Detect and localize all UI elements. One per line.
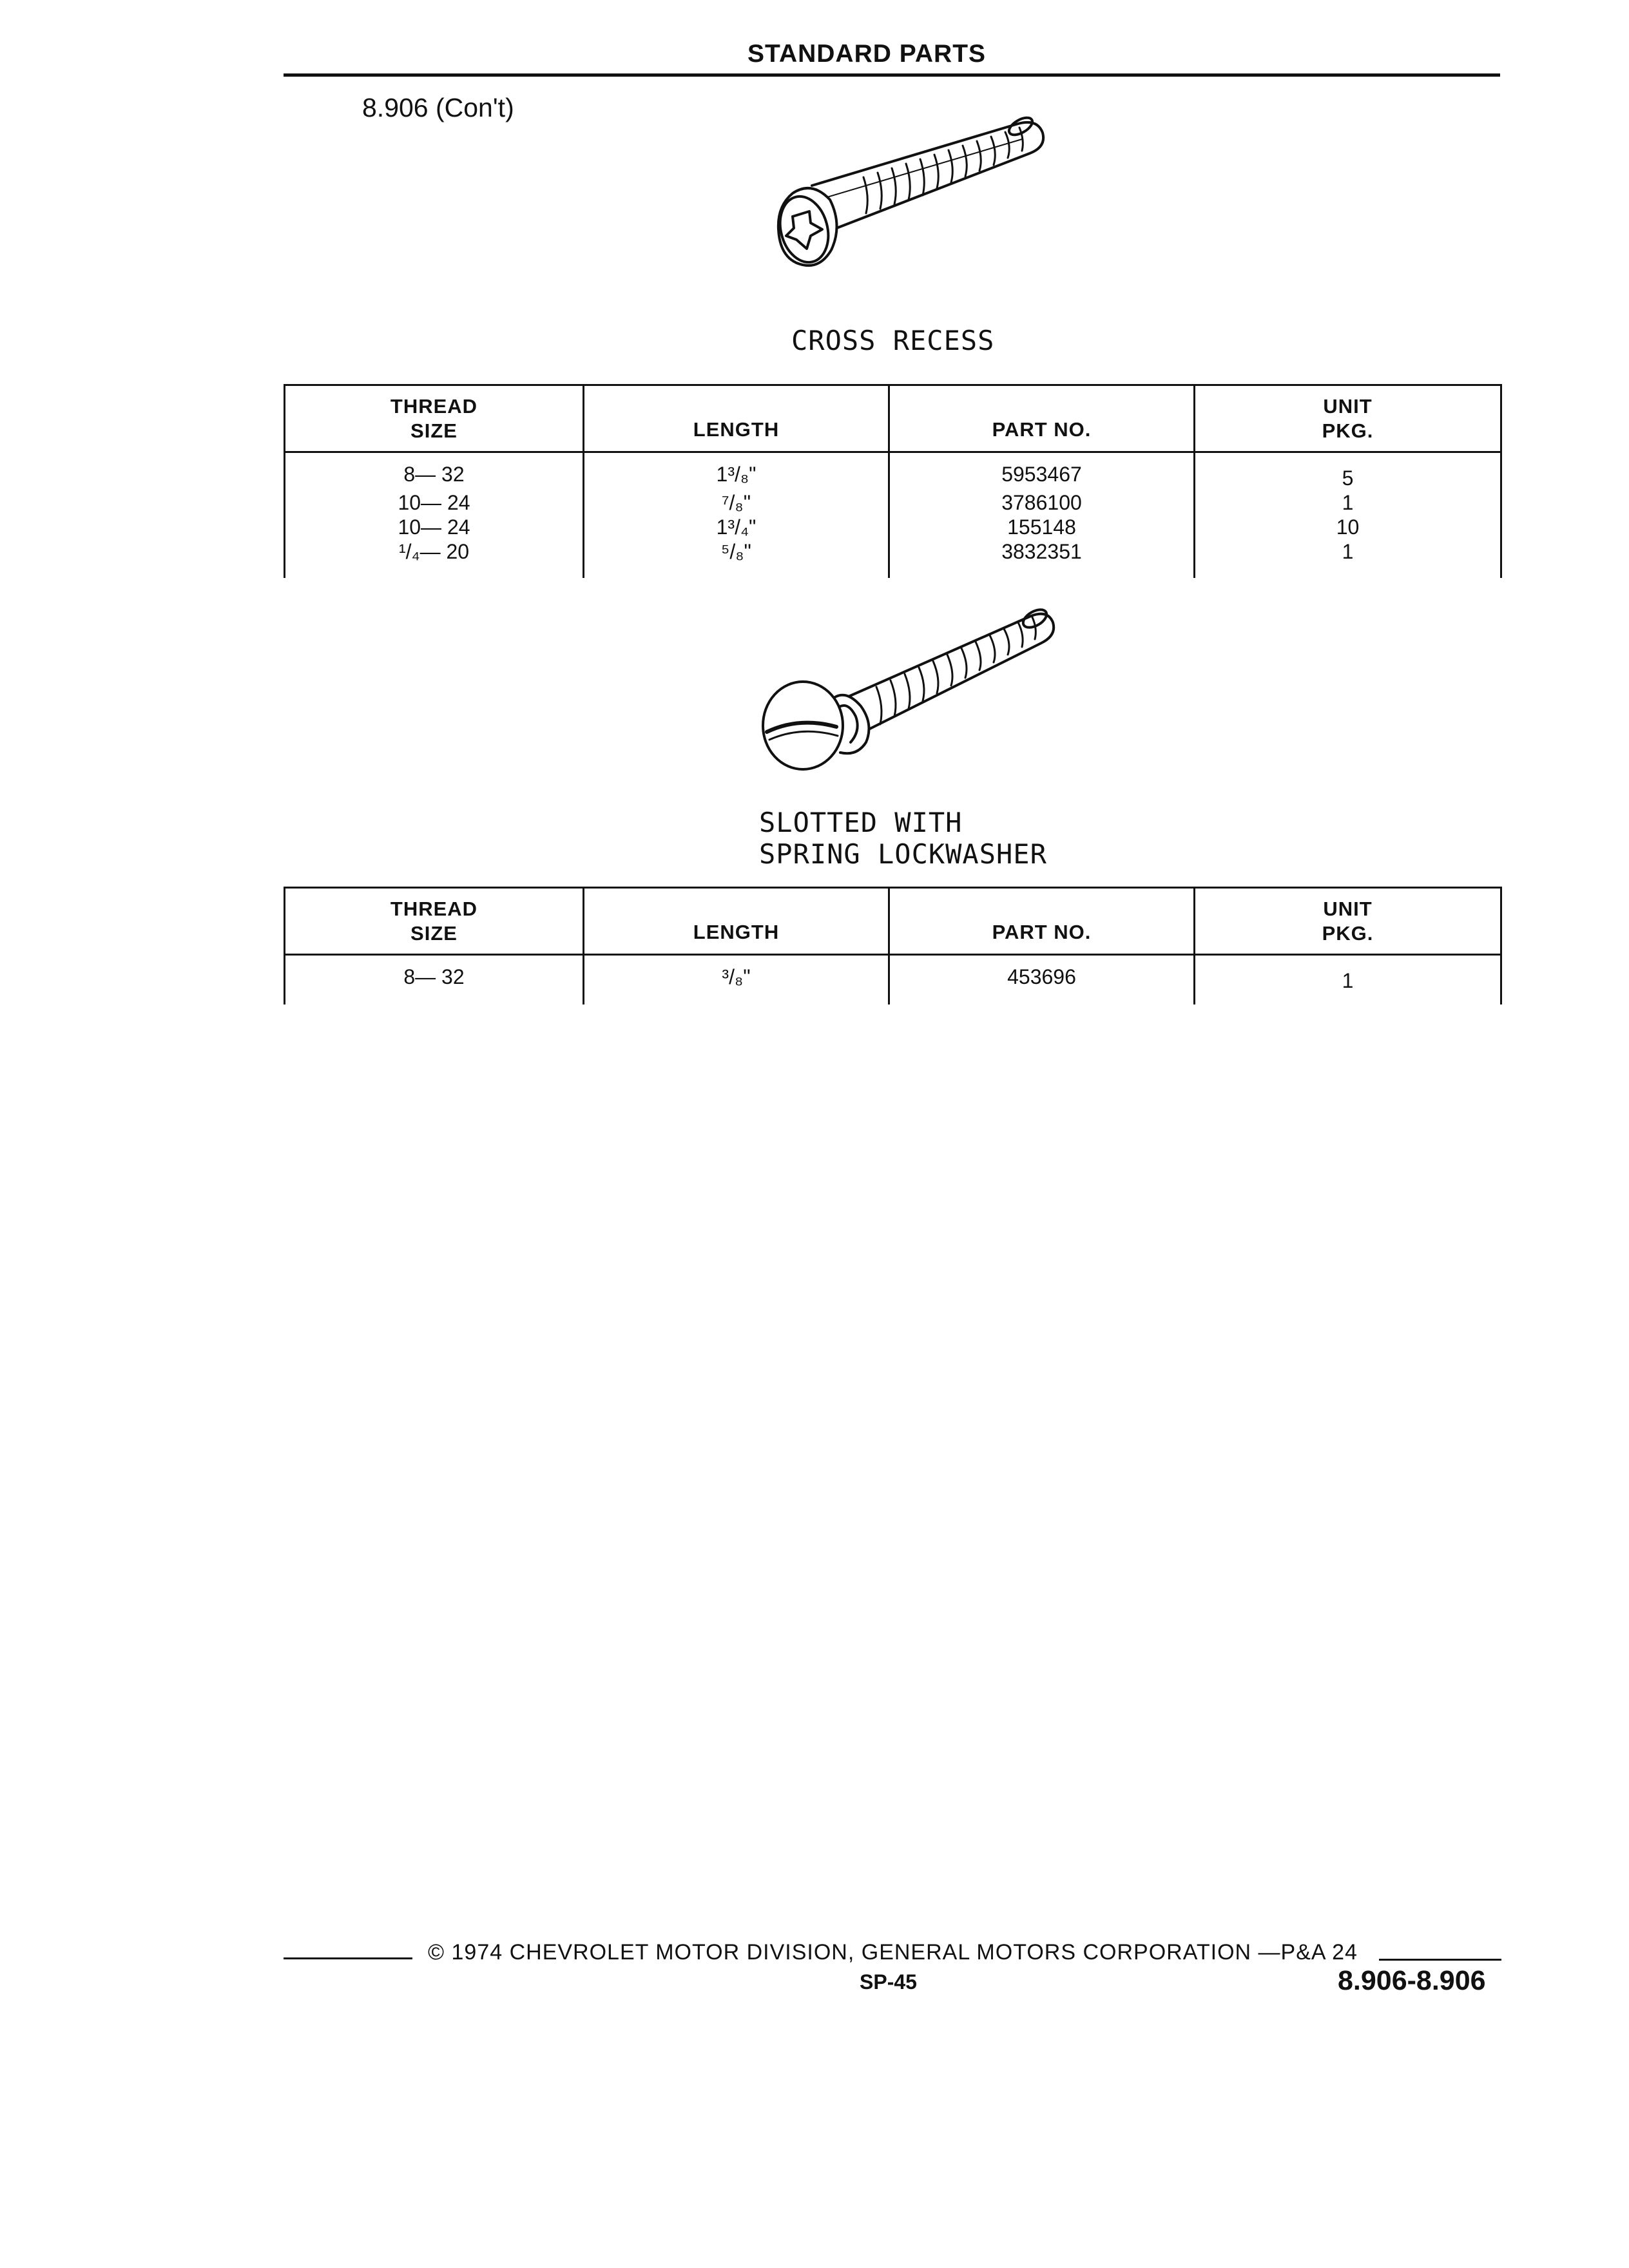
column-header-part-no: PART NO.: [889, 385, 1195, 452]
column-header-thread-size: THREAD SIZE: [285, 385, 584, 452]
slotted-lockwasher-screw-illustration: [747, 590, 1057, 777]
footer-rule: [284, 1957, 412, 1959]
part-number-cell: 5953467: [889, 452, 1195, 491]
unit-pkg-cell: 1: [1195, 955, 1501, 1005]
parts-table: [284, 384, 1502, 578]
section-number: 8.906-8.906: [1338, 1965, 1486, 1996]
unit-pkg-cell: 10: [1195, 515, 1501, 539]
header-rule: [284, 73, 1500, 77]
thread-size-cell: 10— 24: [285, 490, 584, 515]
part-number-cell: 3832351: [889, 539, 1195, 578]
column-header-unit-pkg: UNIT PKG.: [1195, 888, 1501, 955]
column-header-length: LENGTH: [584, 888, 889, 955]
table-row: [285, 452, 1501, 491]
page-title: STANDARD PARTS: [747, 40, 987, 68]
parts-table: [284, 887, 1502, 1004]
column-header-part-no: PART NO.: [889, 888, 1195, 955]
length-cell: ³/₈": [584, 955, 889, 1005]
footer-rule: [1379, 1959, 1501, 1961]
column-header-length: LENGTH: [584, 385, 889, 452]
section-caption: SLOTTED WITH SPRING LOCKWASHER: [759, 807, 1047, 870]
part-number-cell: 155148: [889, 515, 1195, 539]
table-row: [285, 955, 1501, 1005]
length-cell: ⁷/₈": [584, 490, 889, 515]
cross-recess-screw-illustration: [735, 103, 1070, 290]
part-number-cell: 453696: [889, 955, 1195, 1005]
length-cell: 1³/₄": [584, 515, 889, 539]
column-header-unit-pkg: UNIT PKG.: [1195, 385, 1501, 452]
length-cell: 1³/₈": [584, 452, 889, 491]
thread-size-cell: 10— 24: [285, 515, 584, 539]
column-header-thread-size: THREAD SIZE: [285, 888, 584, 955]
section-caption: CROSS RECESS: [791, 325, 995, 356]
thread-size-cell: 8— 32: [285, 452, 584, 491]
page-number: SP-45: [860, 1970, 917, 1994]
table-row: [285, 539, 1501, 578]
table-row: [285, 515, 1501, 539]
part-number-cell: 3786100: [889, 490, 1195, 515]
unit-pkg-cell: 1: [1195, 539, 1501, 578]
copyright-notice: © 1974 CHEVROLET MOTOR DIVISION, GENERAL MOTORS CORPORATION —P&A 24: [428, 1940, 1358, 1965]
thread-size-cell: ¹/₄— 20: [285, 539, 584, 578]
length-cell: ⁵/₈": [584, 539, 889, 578]
unit-pkg-cell: 5: [1195, 452, 1501, 491]
unit-pkg-cell: 1: [1195, 490, 1501, 515]
section-reference: 8.906 (Con't): [362, 93, 514, 122]
thread-size-cell: 8— 32: [285, 955, 584, 1005]
table-row: [285, 490, 1501, 515]
